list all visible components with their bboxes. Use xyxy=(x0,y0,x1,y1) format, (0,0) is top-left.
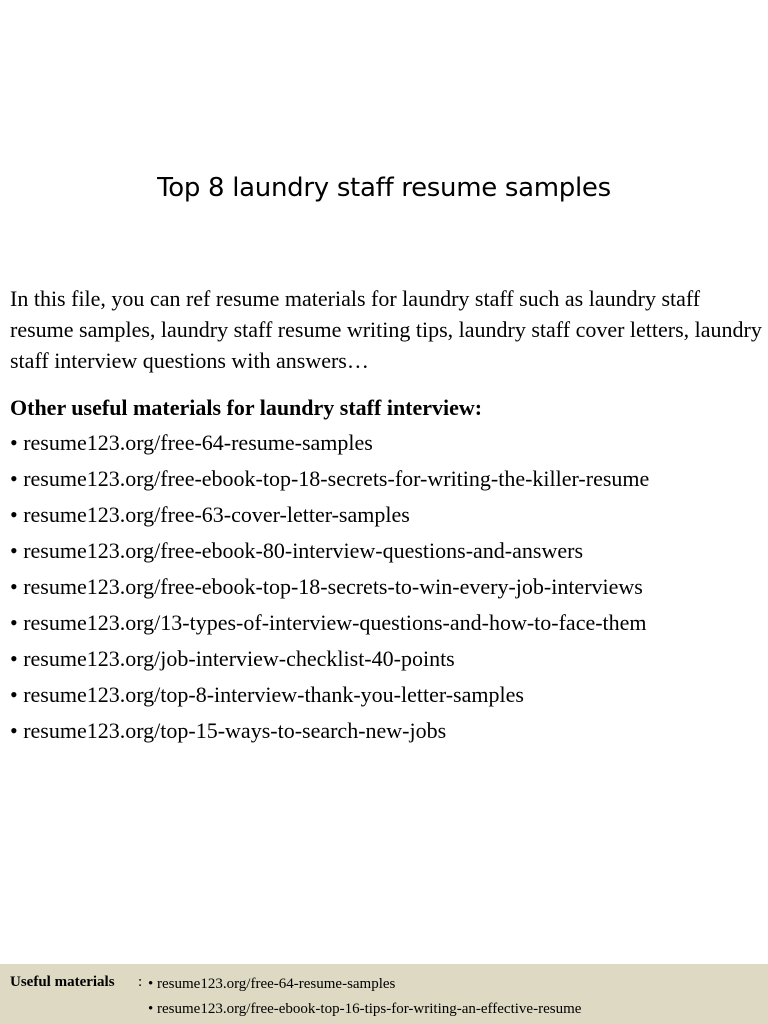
list-item[interactable]: • resume123.org/free-64-resume-samples xyxy=(10,430,373,455)
footer-link[interactable]: • resume123.org/free-ebook-top-16-tips-for-writing-an-effective-resume xyxy=(148,1001,582,1017)
list-item[interactable]: • resume123.org/top-8-interview-thank-you-letter-samples xyxy=(10,682,524,707)
list-item[interactable]: • resume123.org/top-15-ways-to-search-new-jobs xyxy=(10,718,447,743)
materials-list xyxy=(10,428,766,752)
section-heading: Other useful materials for laundry staff interview: xyxy=(10,395,483,420)
list-item[interactable]: • resume123.org/free-ebook-top-18-secrets-to-win-every-job-interviews xyxy=(10,574,643,599)
list-item[interactable]: • resume123.org/13-types-of-interview-questions-and-how-to-face-them xyxy=(10,610,647,635)
list-item[interactable]: • resume123.org/job-interview-checklist-40-points xyxy=(10,646,455,671)
list-item[interactable]: • resume123.org/free-63-cover-letter-samples xyxy=(10,502,410,527)
footer-label: Useful materials xyxy=(10,974,115,990)
footer-link[interactable]: • resume123.org/free-64-resume-samples xyxy=(148,976,396,992)
page-title: Top 8 laundry staff resume samples xyxy=(157,173,611,203)
list-item[interactable]: • resume123.org/free-ebook-top-18-secrets-for-writing-the-killer-resume xyxy=(10,466,650,491)
footer-colon: : xyxy=(138,974,143,990)
footer-bar xyxy=(0,964,768,1024)
footer-links xyxy=(148,972,581,1022)
intro-paragraph: In this file, you can ref resume materials for laundry staff such as laundry staff resume samples, laundry staff resume writing tips, laundry staff cover letters, laundry staff interview questions with answers… xyxy=(10,286,762,373)
list-item[interactable]: • resume123.org/free-ebook-80-interview-questions-and-answers xyxy=(10,538,583,563)
